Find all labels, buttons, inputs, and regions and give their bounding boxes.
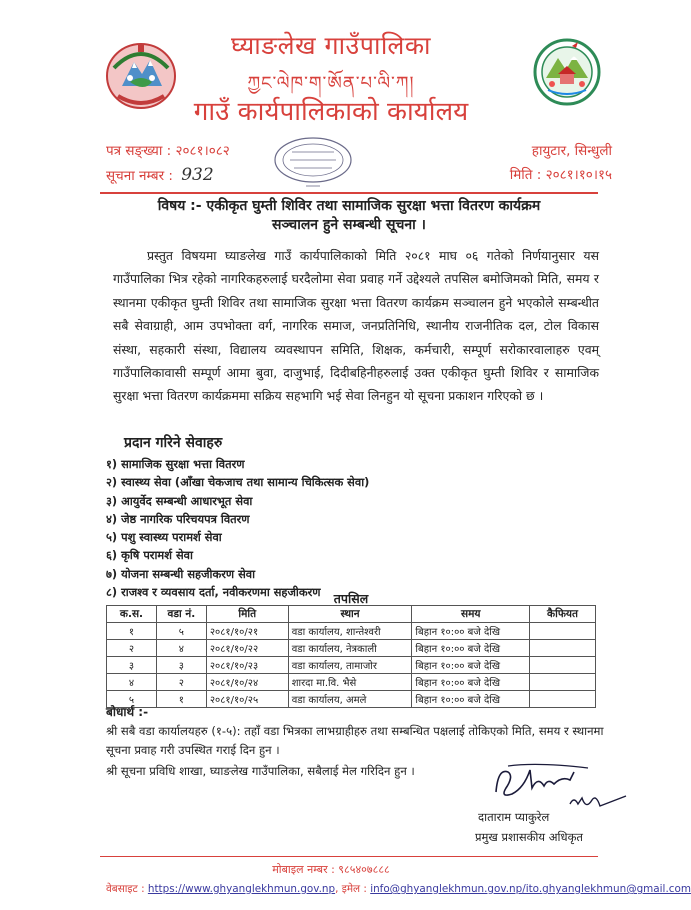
office-place: हायुटार, सिन्धुली — [531, 143, 612, 159]
table-cell: २०८१/१०/२३ — [206, 657, 288, 674]
footer-mobile: मोबाइल नम्बर : ९८५४०७८८८ — [272, 863, 390, 876]
list-item: ४) जेष्ठ नागरिक परिचयपत्र वितरण — [106, 511, 250, 526]
table-cell — [530, 640, 596, 657]
table-cell: वडा कार्यालय, नेत्रकाली — [288, 640, 412, 657]
table-cell: बिहान १०:०० बजे देखि — [412, 691, 530, 708]
column-header: कैफियत — [530, 606, 596, 623]
table-cell: २०८१/१०/२५ — [206, 691, 288, 708]
table-row — [107, 674, 596, 691]
table-cell: ४ — [156, 640, 206, 657]
table-header-row — [107, 606, 596, 623]
table-cell: बिहान १०:०० बजे देखि — [412, 640, 530, 657]
table-cell: २०८१/१०/२४ — [206, 674, 288, 691]
table-cell: १ — [107, 623, 157, 640]
table-cell — [530, 657, 596, 674]
table-cell: बिहान १०:०० बजे देखि — [412, 623, 530, 640]
header-divider — [100, 192, 598, 194]
column-header: स्थान — [288, 606, 412, 623]
table-cell: बिहान १०:०० बजे देखि — [412, 657, 530, 674]
list-item: ८) राजश्व र व्यवसाय दर्ता, नवीकरणमा सहजीकरण — [106, 585, 321, 600]
table-cell: ३ — [156, 657, 206, 674]
org-name: घ्याङलेख गाउँपालिका — [230, 31, 432, 60]
email-link[interactable]: info@ghyanglekhmun.gov.np — [370, 883, 523, 895]
table-cell: २ — [156, 674, 206, 691]
column-header: वडा नं. — [156, 606, 206, 623]
list-item: ५) पशु स्वास्थ्य परामर्श सेवा — [106, 530, 222, 545]
org-name-tibetan: ཀྱང་ལེཁ་ག་ཨོན་པ་ལི་ཀ། — [247, 73, 415, 94]
table-cell — [530, 691, 596, 708]
list-item: ३) आयुर्वेद सम्बन्धी आधारभूत सेवा — [106, 493, 253, 508]
website-label: वेबसाइट : — [106, 883, 148, 895]
municipality-logo-icon — [532, 38, 602, 110]
table-cell — [530, 674, 596, 691]
reference-number: पत्र सङ्ख्या : २०८१।०८२ — [106, 143, 230, 159]
table-cell: वडा कार्यालय, अमले — [288, 691, 412, 708]
services-list — [106, 455, 369, 601]
table-cell: २०८१/१०/२२ — [206, 640, 288, 657]
list-item: २) स्वास्थ्य सेवा (आँखा चेकजाच तथा सामान्य चिकित्सक सेवा) — [106, 475, 370, 490]
schedule-caption: तपसिल — [333, 591, 369, 606]
subject-line-2: सञ्चालन हुने सम्बन्धी सूचना । — [272, 217, 426, 233]
table-cell: वडा कार्यालय, शान्तेश्वरी — [288, 623, 412, 640]
table-cell: ५ — [156, 623, 206, 640]
office-name: गाउँ कार्यपालिकाको कार्यालय — [193, 97, 469, 127]
table-cell: १ — [156, 691, 206, 708]
table-row — [107, 623, 596, 640]
email-label: , इमेल : — [335, 883, 371, 895]
table-cell: ४ — [107, 674, 157, 691]
notice-date: मिति : २०८१।१०।१५ — [509, 167, 612, 183]
table-cell: बिहान १०:०० बजे देखि — [412, 674, 530, 691]
table-cell: २०८१/१०/२१ — [206, 623, 288, 640]
notice-number-label: सूचना नम्बर : — [106, 168, 173, 184]
table-cell: २ — [107, 640, 157, 657]
email-link-2[interactable]: /ito.ghyanglekhmun@gmail.com — [522, 883, 691, 895]
column-header: समय — [412, 606, 530, 623]
table-row — [107, 657, 596, 674]
table-cell: ३ — [107, 657, 157, 674]
table-row — [107, 691, 596, 708]
office-stamp-icon — [272, 134, 354, 190]
website-link[interactable]: https://www.ghyanglekhmun.gov.np — [147, 883, 336, 895]
column-header: क.स. — [107, 606, 157, 623]
table-cell: शारदा मा.वि. भैसे — [288, 674, 412, 691]
note-line-2: श्री सूचना प्रविधि शाखा, घ्याङलेख गाउँपालिका, सबैलाई मेल गरिदिन हुन । — [106, 764, 415, 778]
list-item: १) सामाजिक सुरक्षा भत्ता वितरण — [106, 457, 245, 471]
footer-divider — [100, 856, 598, 857]
signatory-title: प्रमुख प्रशासकीय अधिकृत — [475, 830, 583, 844]
table-cell: ५ — [107, 691, 157, 708]
notice-number — [106, 165, 214, 185]
note-line-1: श्री सबै वडा कार्यालयहरु (१-५): तहाँ वडा भित्रका लाभग्राहीहरु तथा सम्बन्धित पक्षलाई तोकिएको मिति, समय र स्थानमा सूचना प्रवाह गरी उपस्थित गराई दिन हुन । — [106, 724, 604, 757]
list-item: ६) कृषि परामर्श सेवा — [106, 548, 193, 563]
table-row — [107, 640, 596, 657]
subject-line-1: विषय :- एकीकृत घुम्ती शिविर तथा सामाजिक सुरक्षा भत्ता वितरण कार्यक्रम — [157, 198, 541, 214]
list-item: ७) योजना सम्बन्धी सहजीकरण सेवा — [106, 566, 256, 581]
body-paragraph: प्रस्तुत विषयमा घ्याङलेख गाउँ कार्यपालिकाको मिति २०८१ माघ ०६ गतेको निर्णयानुसार यस गाउँपालिका भित्र रहेको नागरिकहरुलाई घरदैलोमा सेवा प्रवाह गर्ने उद्देश्यले तपसिल बमोजिमको मिति, समय र स्थानमा एकीकृत घुम्ती शिविर तथा सामाजिक सुरक्षा भत्ता वितरण कार्यक्रम सञ्चालन हुने भएकोले सम्बन्धीत सबै सेवाग्राही, आम उपभोक्ता वर्ग, नागरिक समाज, जनप्रतिनिधि, स्थानीय राजनीतिक दल, टोल विकास संस्था, सहकारी संस्था, विद्यालय व्यवस्थापन समिति, शिक्षक, कर्मचारी, सम्पूर्ण सरोकारवालाहरु एवम् गाउँपालिकावासी सम्पूर्ण आमा बुवा, दाजुभाई, दिदीबहिनीहरुलाई उक्त एकीकृत घुम्ती शिविर र सामाजिक सुरक्षा भत्ता वितरण कार्यक्रममा सक्रिय सहभागि भई सेवा लिनहुन यो सूचना प्रकाशन गरिएको छ । — [113, 248, 599, 404]
signatory-name: दाताराम प्याकुरेल — [478, 810, 550, 824]
table-cell: वडा कार्यालय, तामाजोर — [288, 657, 412, 674]
column-header: मिति — [206, 606, 288, 623]
services-title: प्रदान गरिने सेवाहरु — [124, 435, 223, 451]
schedule-table — [106, 605, 596, 708]
table-cell — [530, 623, 596, 640]
notes-title: बोधार्थ :- — [106, 705, 149, 719]
notice-number-value: 932 — [181, 165, 214, 185]
footer-contact — [106, 882, 691, 896]
